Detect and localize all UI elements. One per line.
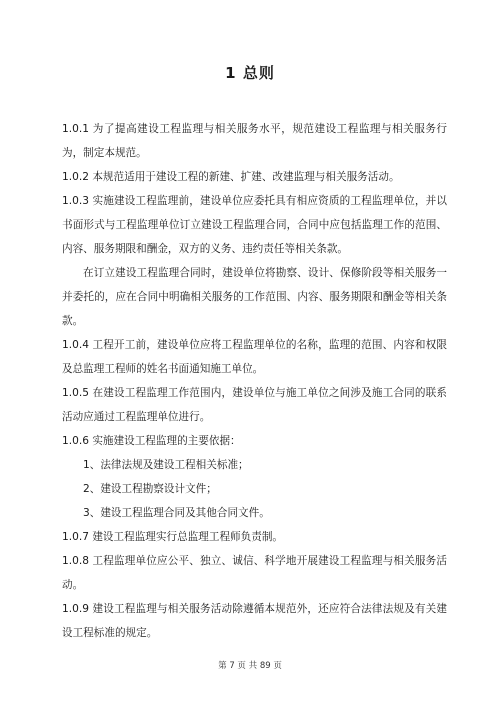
clause-1-0-6-item-1: 1、法律法规及建设工程相关标准； [83,459,249,471]
clause-1-0-1: 1.0.1 为了提高建设工程监理与相关服务水平，规范建设工程监理与相关服务行为，制定本规范。 [62,123,447,159]
clause-1-0-9: 1.0.9 建设工程监理与相关服务活动除遵循本规范外，还应符合法律法规及有关建设工程标准的规定。 [62,603,447,639]
clause-1-0-2: 1.0.2 本规范适用于建设工程的新建、扩建、改建监理与相关服务活动。 [62,171,400,183]
clause-1-0-6-item-3: 3、建设工程监理合同及其他合同文件。 [83,507,270,519]
clause-1-0-5: 1.0.5 在建设工程监理工作范围内，建设单位与施工单位之间涉及施工合同的联系活动应通过工程监理单位进行。 [62,387,447,423]
clause-1-0-7: 1.0.7 建设工程监理实行总监理工程师负责制。 [62,531,284,543]
clause-1-0-6-item-2: 2、建设工程勘察设计文件； [83,483,217,495]
chapter-title: 1 总则 [225,64,275,82]
clause-1-0-3-continuation: 在订立建设工程监理合同时，建设单位将勘察、设计、保修阶段等相关服务一并委托的，应在合同中明确相关服务的工作范围、内容、服务期限和酬金等相关条款。 [62,267,447,327]
clause-1-0-6: 1.0.6 实施建设工程监理的主要依据： [62,435,241,447]
page-footer: 第 7 页 共 89 页 [218,661,282,671]
clause-1-0-4: 1.0.4 工程开工前，建设单位应将工程监理单位的名称，监理的范围、内容和权限及总监理工程师的姓名书面通知施工单位。 [62,339,447,375]
document-body [62,117,447,645]
clause-1-0-3: 1.0.3 实施建设工程监理前，建设单位应委托具有相应资质的工程监理单位，并以书面形式与工程监理单位订立建设工程监理合同，合同中应包括监理工作的范围、内容、服务期限和酬金，双方的义务、违约责任等相关条款。 [62,195,447,255]
clause-1-0-8: 1.0.8 工程监理单位应公平、独立、诚信、科学地开展建设工程监理与相关服务活动。 [62,555,447,591]
